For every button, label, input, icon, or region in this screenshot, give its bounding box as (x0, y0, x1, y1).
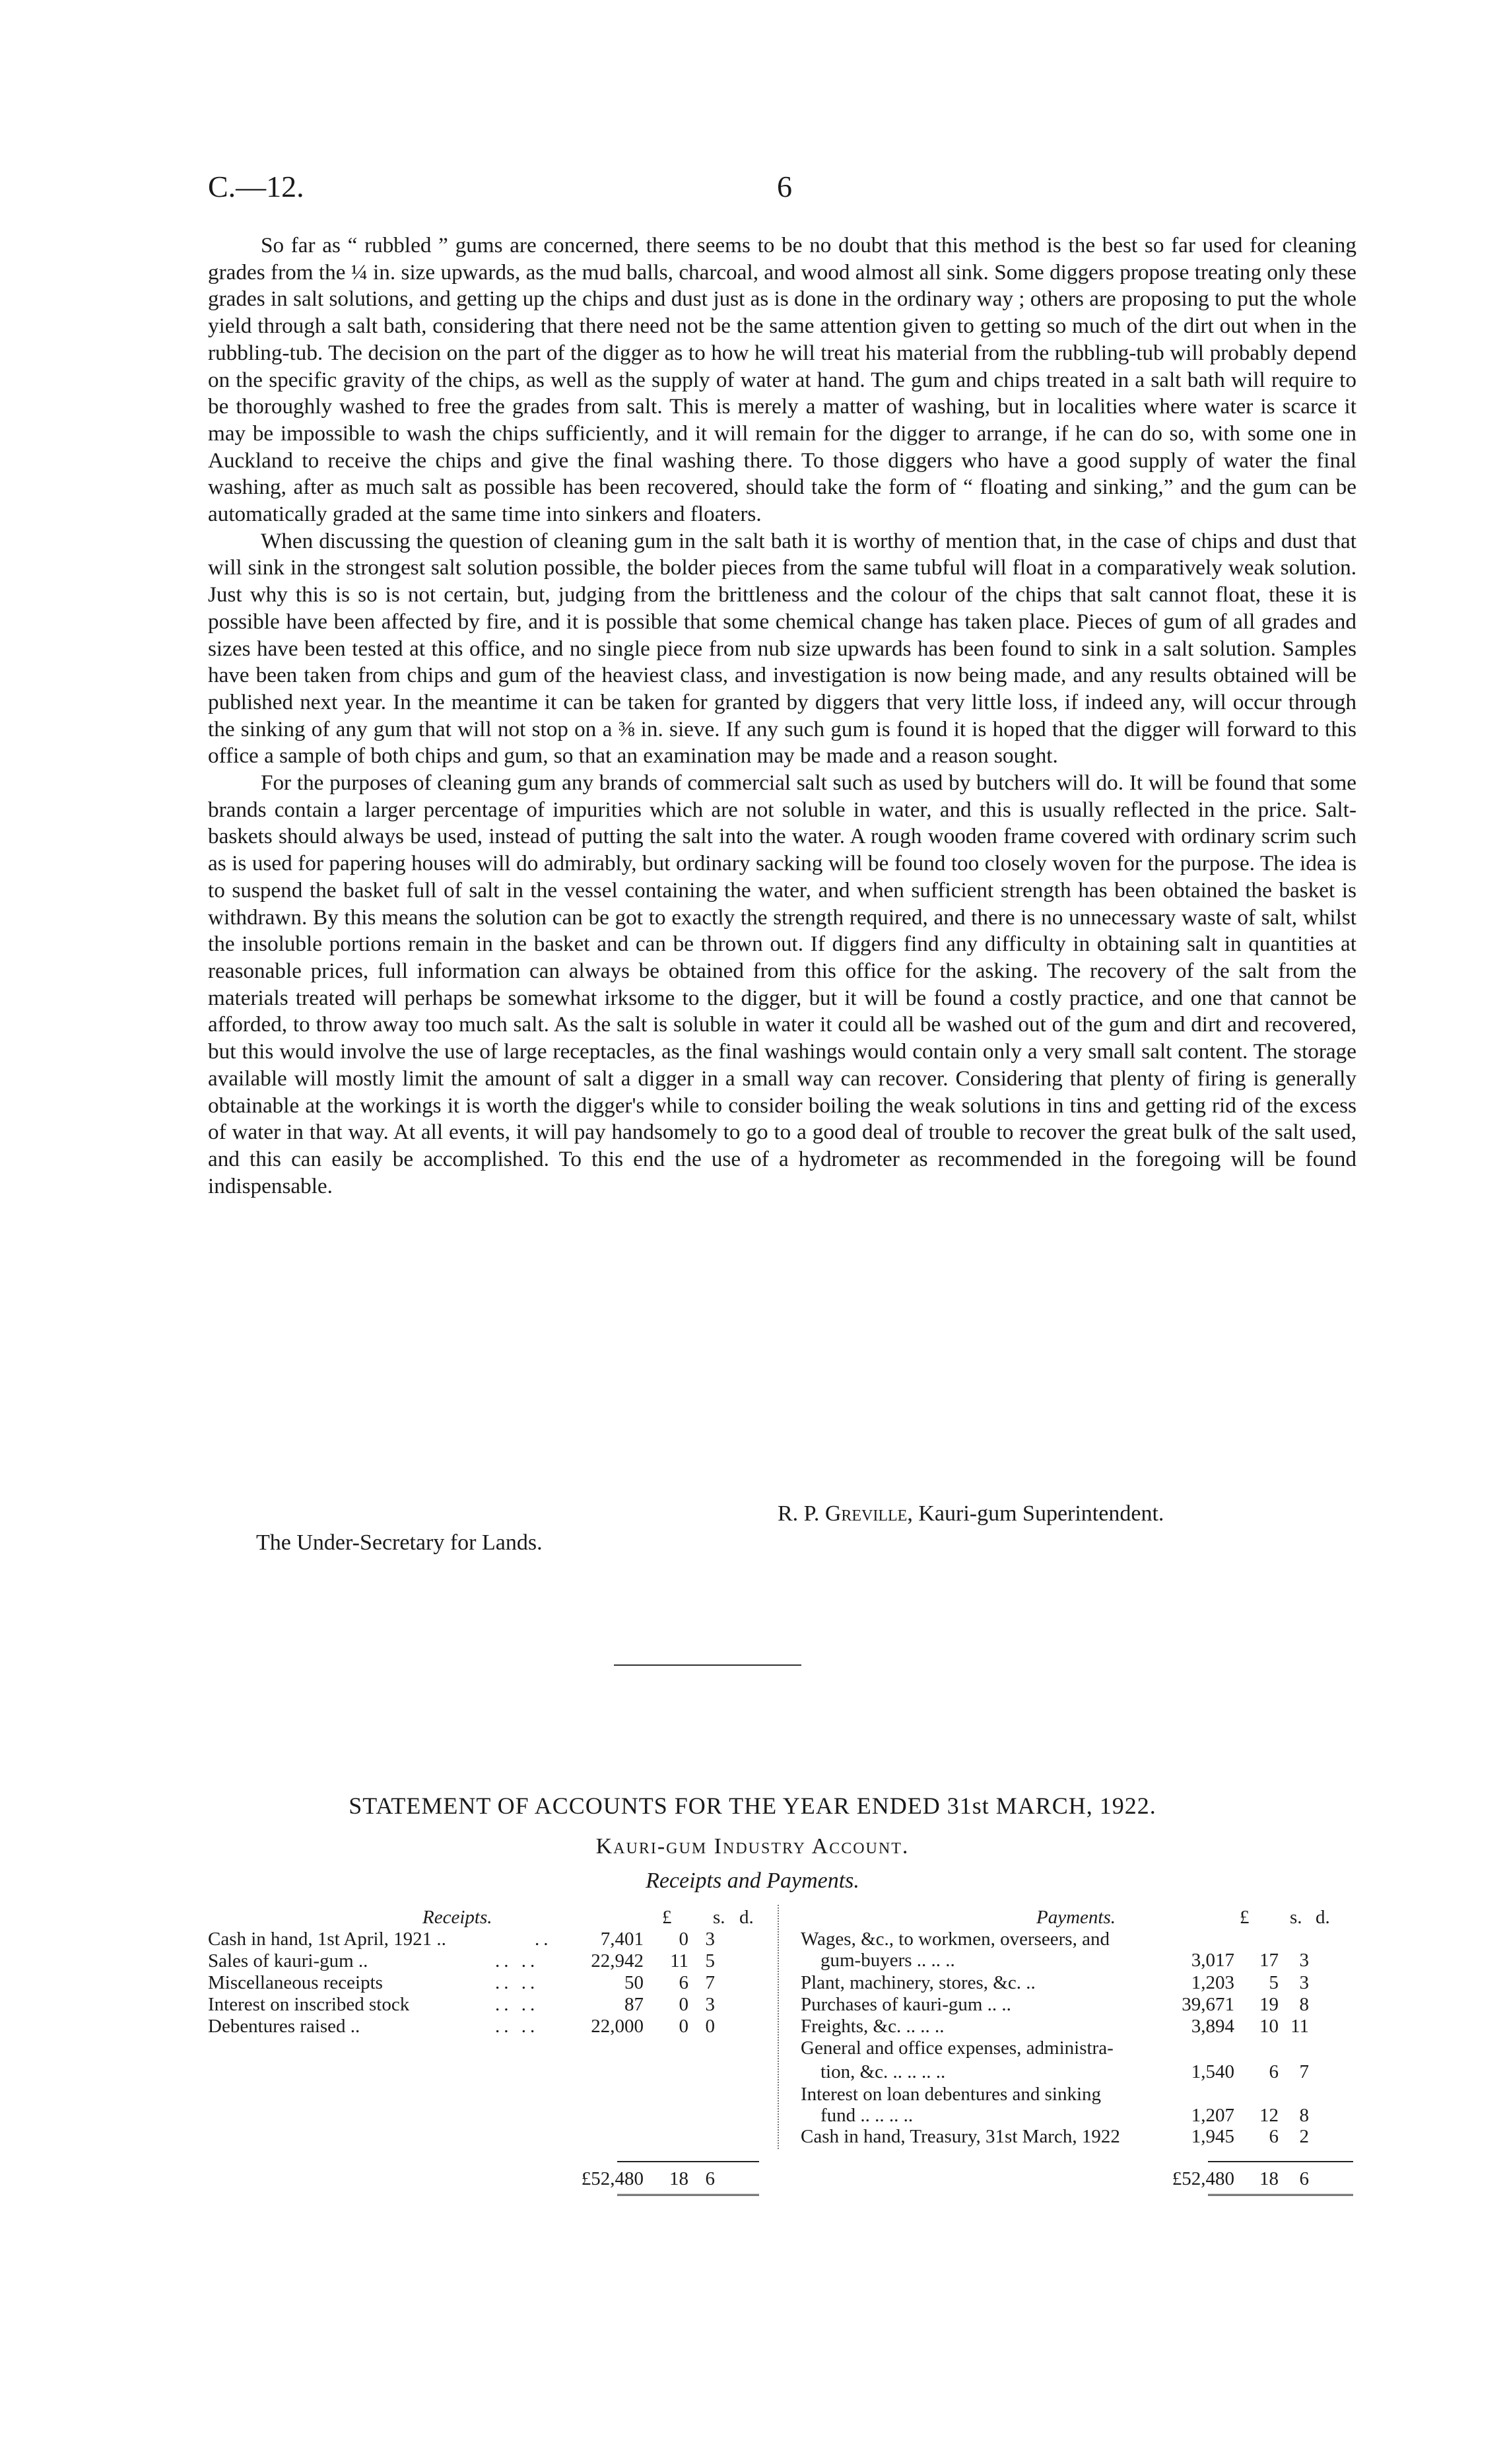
payment-pence: 2 (1299, 2126, 1309, 2147)
payment-label: Interest on loan debentures and sinking (801, 2084, 1102, 2105)
payment-row (801, 1994, 1362, 2015)
payment-pence: 11 (1290, 2016, 1309, 2037)
payment-label: Wages, &c., to workmen, overseers, and (801, 1929, 1110, 1950)
column-divider (778, 1905, 780, 2149)
payment-label: Freights, &c. .. .. .. (801, 2016, 945, 2037)
addressee: The Under-Secretary for Lands. (256, 1530, 543, 1555)
payment-pounds: 3,017 (1191, 1950, 1234, 1971)
receipt-dots: .. (535, 1929, 552, 1950)
receipt-row (208, 1994, 769, 2015)
payment-pounds: 1,207 (1191, 2105, 1234, 2126)
payment-label: General and office expenses, administra- (801, 2037, 1114, 2059)
receipt-label: Debentures raised .. (208, 2016, 360, 2037)
receipt-row (208, 1972, 769, 1993)
payment-label-continued: tion, &c. .. .. .. .. (820, 2061, 946, 2082)
payments-total-row (801, 2168, 1362, 2189)
receipt-shillings: 0 (679, 2016, 688, 2037)
receipts-total-pounds: £52,480 (581, 2168, 644, 2189)
receipt-pence: 0 (705, 2016, 715, 2037)
payment-shillings: 17 (1259, 1950, 1279, 1971)
receipt-dots: .. .. (495, 1994, 539, 2015)
receipts-col-pounds: £ (662, 1907, 672, 1928)
payments-total-pence: 6 (1299, 2168, 1309, 2189)
receipt-label: Sales of kauri-gum .. (208, 1950, 368, 1971)
payment-pounds: 1,945 (1191, 2126, 1234, 2147)
payment-label: Cash in hand, Treasury, 31st March, 1922 (801, 2126, 1120, 2147)
payment-row (801, 2084, 1362, 2126)
receipt-label: Interest on inscribed stock (208, 1994, 410, 2015)
payments-total-double-rule (1208, 2194, 1353, 2196)
statement-title: STATEMENT OF ACCOUNTS FOR THE YEAR ENDED 31st MARCH, 1922. (349, 1793, 1156, 1819)
receipt-pence: 3 (705, 1929, 715, 1950)
receipt-row (208, 1950, 769, 1971)
payment-pounds: 1,540 (1191, 2061, 1234, 2082)
payments-total-pounds: £52,480 (1172, 2168, 1234, 2189)
receipts-total-shillings: 18 (669, 2168, 688, 2189)
paragraph-2: When discussing the question of cleaning gum in the salt bath it is worthy of mention that, in the case of chips and dust that will sink in the strongest salt solution possible, the bolder pieces from the same tubful will float in a comparatively weak solution. Just why this is so is not certain, but, judging from the brittleness and the colour of the chips that salt cannot float, these it is possible have been affected by fire, and it is possible that some chemical change has taken place. Pieces of gum of all grades and sizes have been tested at this office, and no single piece from nub size upwards has been found to sink in a salt solution. Samples have been taken from chips and gum of the heaviest class, and investigation is now being made, and any results obtained will be published next year. In the meantime it can be taken for granted by diggers that very little loss, if indeed any, will occur through the sinking of any gum that will not stop on a ⅜ in. sieve. If any such gum is found it is hoped that the digger will forward to this office a sample of both chips and gum, so that an examination may be made and a reason sought. (208, 528, 1356, 769)
payments-col-pounds: £ (1240, 1907, 1250, 1928)
receipt-label: Miscellaneous receipts (208, 1972, 383, 1993)
payment-pounds: 39,671 (1182, 1994, 1234, 2015)
payments-col-pence: d. (1316, 1907, 1330, 1928)
receipt-pence: 7 (705, 1972, 715, 1993)
receipt-pence: 5 (705, 1950, 715, 1971)
receipts-header: Receipts. (422, 1907, 492, 1928)
payment-pounds: 3,894 (1191, 2016, 1234, 2037)
receipts-total-pence: 6 (705, 2168, 715, 2189)
payment-pence: 8 (1299, 2105, 1309, 2126)
payment-row (801, 2126, 1362, 2147)
receipt-pounds: 22,000 (591, 2016, 644, 2037)
payment-row (801, 2016, 1362, 2037)
receipt-pence: 3 (705, 1994, 715, 2015)
payment-row (801, 2037, 1362, 2080)
payment-pounds: 1,203 (1191, 1972, 1234, 1993)
receipt-label: Cash in hand, 1st April, 1921 .. (208, 1929, 446, 1950)
payment-label-continued: fund .. .. .. .. (820, 2105, 914, 2126)
receipt-pounds: 7,401 (600, 1929, 644, 1950)
payments-total-rule (1208, 2161, 1353, 2162)
payment-pence: 3 (1299, 1972, 1309, 1993)
payment-shillings: 6 (1269, 2061, 1279, 2082)
document-reference: C.—12. (208, 170, 304, 203)
page-number: 6 (777, 170, 792, 203)
paragraph-1: So far as “ rubbled ” gums are concerned, there seems to be no doubt that this method is the best so far used for cleaning grades from the ¼ in. size upwards, as the mud balls, charcoal, and wood almost all sink. Some diggers propose treating only these grades in salt solutions, and getting up the chips and dust just as is done in the ordinary way ; others are proposing to put the whole yield through a salt bath, considering that there need not be the same attention given to getting so much of the dirt out when in the rubbling-tub. The decision on the part of the digger as to how he will treat his material from the rubbling-tub will probably depend on the specific gravity of the chips, as well as the supply of water at hand. The gum and chips treated in a salt bath will require to be thoroughly washed to free the grades from salt. This is merely a matter of washing, but in localities where water is scarce it may be impossible to wash the chips sufficiently, and it will remain for the digger to arrange, if he can do so, with some one in Auckland to receive the chips and give the final washing there. To those diggers who have a good supply of water the final washing, after as much salt as possible has been recovered, should take the form of “ floating and sinking,” and the gum can be automatically graded at the same time into sinkers and floaters. (208, 233, 1356, 527)
receipt-row (208, 2016, 769, 2037)
receipt-row (208, 1929, 769, 1950)
signature-name: R. P. Greville (778, 1501, 908, 1526)
payment-row (801, 1929, 1362, 1971)
payment-shillings: 10 (1259, 2016, 1279, 2037)
payments-header: Payments. (1036, 1907, 1116, 1928)
receipt-pounds: 50 (624, 1972, 644, 1993)
receipts-col-shillings: s. (713, 1907, 725, 1928)
receipt-dots: .. .. (495, 2016, 539, 2037)
payment-label: Plant, machinery, stores, &c. .. (801, 1972, 1036, 1993)
payment-shillings: 5 (1269, 1972, 1279, 1993)
payment-shillings: 19 (1259, 1994, 1279, 2015)
receipts-total-row (208, 2168, 769, 2189)
receipts-total-double-rule (617, 2194, 759, 2196)
receipt-shillings: 6 (679, 1972, 688, 1993)
payments-col-shillings: s. (1290, 1907, 1302, 1928)
payments-total-shillings: 18 (1259, 2168, 1279, 2189)
receipts-total-rule (617, 2161, 759, 2162)
payment-label: Purchases of kauri-gum .. .. (801, 1994, 1011, 2015)
receipt-shillings: 0 (679, 1929, 688, 1950)
payment-label-continued: gum-buyers .. .. .. (820, 1950, 955, 1971)
receipt-shillings: 0 (679, 1994, 688, 2015)
payment-pence: 8 (1299, 1994, 1309, 2015)
payment-pence: 3 (1299, 1950, 1309, 1971)
signature-title: , Kauri-gum Superintendent. (907, 1501, 1164, 1526)
receipt-dots: .. .. (495, 1972, 539, 1993)
payment-shillings: 12 (1259, 2105, 1279, 2126)
receipt-shillings: 11 (670, 1950, 688, 1971)
receipts-col-pence: d. (739, 1907, 754, 1928)
payment-shillings: 6 (1269, 2126, 1279, 2147)
receipt-pounds: 87 (624, 1994, 644, 2015)
payment-pence: 7 (1299, 2061, 1309, 2082)
payment-row (801, 1972, 1362, 1993)
receipt-dots: .. .. (495, 1950, 539, 1971)
account-title: Kauri-gum Industry Account. (595, 1834, 910, 1859)
receipt-pounds: 22,942 (591, 1950, 644, 1971)
account-subtitle: Receipts and Payments. (646, 1868, 859, 1893)
paragraph-3: For the purposes of cleaning gum any brands of commercial salt such as used by butchers will do. It will be found that some brands contain a larger percentage of impurities which are not soluble in water, and this is usually reflected in the price. Salt-baskets should always be used, instead of putting the salt into the water. A rough wooden frame covered with ordinary scrim such as is used for papering houses will do admirably, but ordinary sacking will be found too closely woven for the purpose. The idea is to suspend the basket full of salt in the vessel containing the water, and when sufficient strength has been obtained the basket is withdrawn. By this means the solution can be got to exactly the strength required, and there is no unnecessary waste of salt, whilst the insoluble portions remain in the basket and can be thrown out. If diggers find any difficulty in obtaining salt in quantities at reasonable prices, full information can always be obtained from this office for the asking. The recovery of the salt from the materials treated will perhaps be somewhat irksome to the digger, but it will be found a costly practice, and one that cannot be afforded, to throw away too much salt. As the salt is soluble in water it could all be washed out of the gum and dirt and recovered, but this would involve the use of large receptacles, as the final washings would contain only a very small salt content. The storage available will mostly limit the amount of salt a digger in a small way can recover. Considering that plenty of firing is generally obtainable at the workings it is worth the digger's while to consider boiling the weak solutions in tins and getting rid of the excess of water in that way. At all events, it will pay handsomely to go to a good deal of trouble to recover the great bulk of the salt used, and this can easily be accomplished. To this end the use of a hydrometer as recommended in the foregoing will be found indispensable. (208, 770, 1356, 1198)
